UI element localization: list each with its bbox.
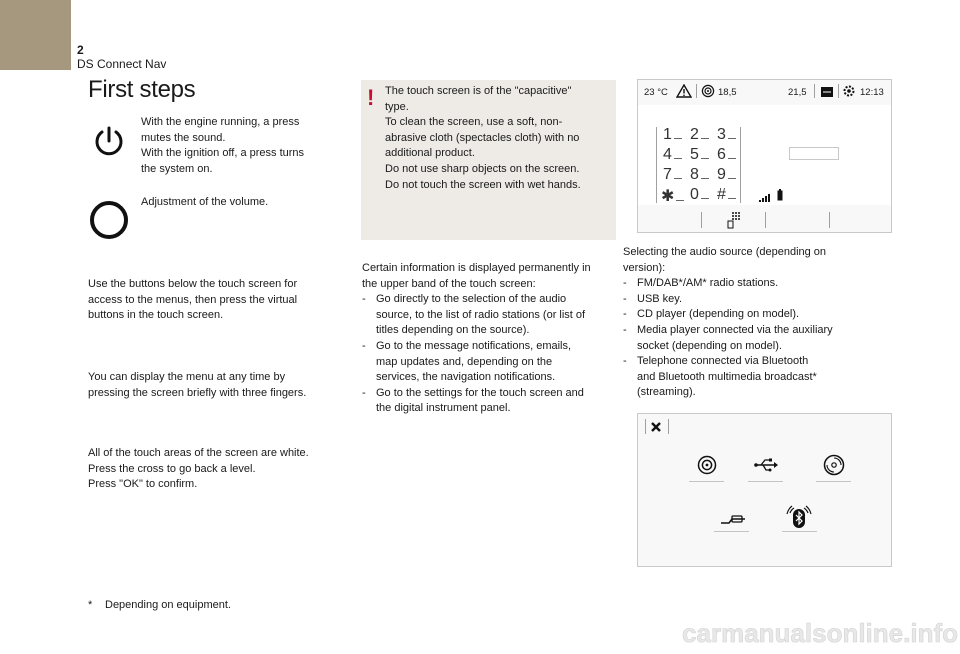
paragraph-menu xyxy=(88,370,353,401)
text-line: - Media player connected via the auxiliary xyxy=(637,323,833,336)
list-item xyxy=(362,292,622,339)
list-item xyxy=(623,276,893,292)
cd-icon[interactable] xyxy=(823,454,845,481)
touchscreen-keypad xyxy=(637,79,892,233)
exclamation-icon: ! xyxy=(367,85,375,110)
radio-icon[interactable] xyxy=(697,455,717,480)
key-1[interactable] xyxy=(663,126,682,144)
key-label: 2 xyxy=(690,126,699,143)
text-line: You can display the menu at any time by xyxy=(88,371,286,383)
radio-icon[interactable] xyxy=(701,84,715,103)
text-line: the digital instrument panel. xyxy=(376,402,511,415)
key-3[interactable] xyxy=(717,126,736,144)
messages-icon[interactable] xyxy=(820,85,834,103)
upper-band-info xyxy=(362,261,622,417)
text-line: Do not use sharp objects on the screen. xyxy=(385,162,580,175)
key-label: 4 xyxy=(663,146,672,163)
text-line: - Go directly to the selection of the audio xyxy=(376,293,567,306)
upper-band-list xyxy=(362,292,622,417)
volume-description: Adjustment of the volume. xyxy=(141,196,269,208)
text-line: With the ignition off, a press turns xyxy=(141,147,305,160)
watermark-text: carmanualsonline.info xyxy=(682,618,958,648)
list-item xyxy=(362,386,622,417)
footnote-mark: * xyxy=(88,599,93,611)
key-label: ✱ xyxy=(661,188,675,205)
text-line: source, to the list of radio stations (or list of xyxy=(376,308,586,321)
text-line: type. xyxy=(385,100,409,113)
touchscreen-audio-sources xyxy=(637,413,892,567)
settings-icon[interactable] xyxy=(842,84,856,103)
text-line: the upper band of the touch screen: xyxy=(362,277,536,290)
text-line: With the engine running, a press xyxy=(141,116,300,128)
list-item xyxy=(623,354,893,401)
text-line: and Bluetooth multimedia broadcast* xyxy=(637,370,817,383)
battery-icon xyxy=(777,188,783,206)
power-description xyxy=(141,115,341,177)
text-line: Press the cross to go back a level. xyxy=(88,462,256,475)
text-line: additional product. xyxy=(385,147,475,160)
list-item xyxy=(623,292,893,308)
text-line: Press "OK" to confirm. xyxy=(88,478,198,491)
text-line: - Go to the settings for the touch screen and xyxy=(376,386,584,399)
number-display-field[interactable] xyxy=(789,147,839,160)
text-line: version): xyxy=(623,261,666,274)
watermark-banner xyxy=(0,615,960,649)
key-label: 7 xyxy=(663,166,672,183)
signal-icon xyxy=(758,189,772,207)
key-label: 5 xyxy=(690,146,699,163)
clock: 12:13 xyxy=(860,87,884,98)
key-label: 0 xyxy=(690,186,699,203)
section-name: DS Connect Nav xyxy=(77,57,167,71)
list-item xyxy=(623,323,893,354)
text-line: - Go to the message notifications, emails, xyxy=(376,339,572,352)
text-line: Selecting the audio source (depending on xyxy=(623,246,827,258)
warning-triangle-icon[interactable] xyxy=(676,84,692,103)
key-label: 1 xyxy=(663,126,672,143)
key-7[interactable] xyxy=(663,166,682,184)
key-5[interactable] xyxy=(690,146,709,164)
key-star[interactable] xyxy=(661,186,684,206)
paragraph-buttons xyxy=(88,277,348,324)
key-8[interactable] xyxy=(690,166,709,184)
text-line: socket (depending on model). xyxy=(637,339,782,352)
text-line: the system on. xyxy=(141,162,213,175)
text-line: mutes the sound. xyxy=(141,131,226,144)
key-label: # xyxy=(717,186,726,203)
paragraph-touch-areas xyxy=(88,446,353,493)
footnote: Depending on equipment. xyxy=(105,599,231,611)
key-label: 8 xyxy=(690,166,699,183)
key-0[interactable] xyxy=(690,186,709,204)
text-line: titles depending on the source). xyxy=(376,324,530,337)
audio-source-list xyxy=(623,276,893,401)
text-line: Certain information is displayed permanently in xyxy=(362,262,591,274)
value-left: 18,5 xyxy=(718,87,737,98)
power-icon xyxy=(92,124,126,158)
text-line: buttons in the touch screen. xyxy=(88,309,224,322)
temperature: 23 °C xyxy=(644,87,668,98)
key-hash[interactable] xyxy=(717,186,736,204)
key-label: 6 xyxy=(717,146,726,163)
usb-icon[interactable] xyxy=(754,458,778,477)
text-line: - USB key. xyxy=(637,292,683,305)
key-label: 9 xyxy=(717,166,726,183)
key-label: 3 xyxy=(717,126,726,143)
text-line: - CD player (depending on model). xyxy=(637,308,800,321)
text-line: The touch screen is of the "capacitive" xyxy=(385,85,572,97)
text-line: services, the navigation notifications. xyxy=(376,371,556,384)
text-line: - Telephone connected via Bluetooth xyxy=(637,355,809,368)
text-line: - FM/DAB*/AM* radio stations. xyxy=(637,277,779,290)
volume-knob-icon xyxy=(89,200,129,240)
list-item xyxy=(362,339,622,386)
warning-text xyxy=(385,84,613,193)
list-item xyxy=(623,307,893,323)
close-icon[interactable] xyxy=(650,420,662,438)
page-number: 2 xyxy=(77,43,84,57)
text-line: Do not touch the screen with wet hands. xyxy=(385,178,581,191)
page-title: First steps xyxy=(88,76,196,103)
text-line: All of the touch areas of the screen are white. xyxy=(88,447,309,459)
value-right: 21,5 xyxy=(788,87,807,98)
text-line: map updates and, depending on the xyxy=(376,355,553,368)
text-line: access to the menus, then press the virtual xyxy=(88,293,298,306)
dialpad-icon[interactable] xyxy=(727,211,741,234)
key-4[interactable] xyxy=(663,146,682,164)
text-line: To clean the screen, use a soft, non- xyxy=(385,116,563,129)
text-line: (streaming). xyxy=(637,386,696,399)
aux-cable-icon[interactable] xyxy=(720,513,746,532)
key-6[interactable] xyxy=(717,146,736,164)
key-9[interactable] xyxy=(717,166,736,184)
page-tab xyxy=(0,0,71,70)
key-2[interactable] xyxy=(690,126,709,144)
text-line: Use the buttons below the touch screen for xyxy=(88,278,298,290)
text-line: abrasive cloth (spectacles cloth) with no xyxy=(385,131,580,144)
text-line: pressing the screen briefly with three fingers. xyxy=(88,386,307,399)
audio-source-info xyxy=(623,245,893,401)
